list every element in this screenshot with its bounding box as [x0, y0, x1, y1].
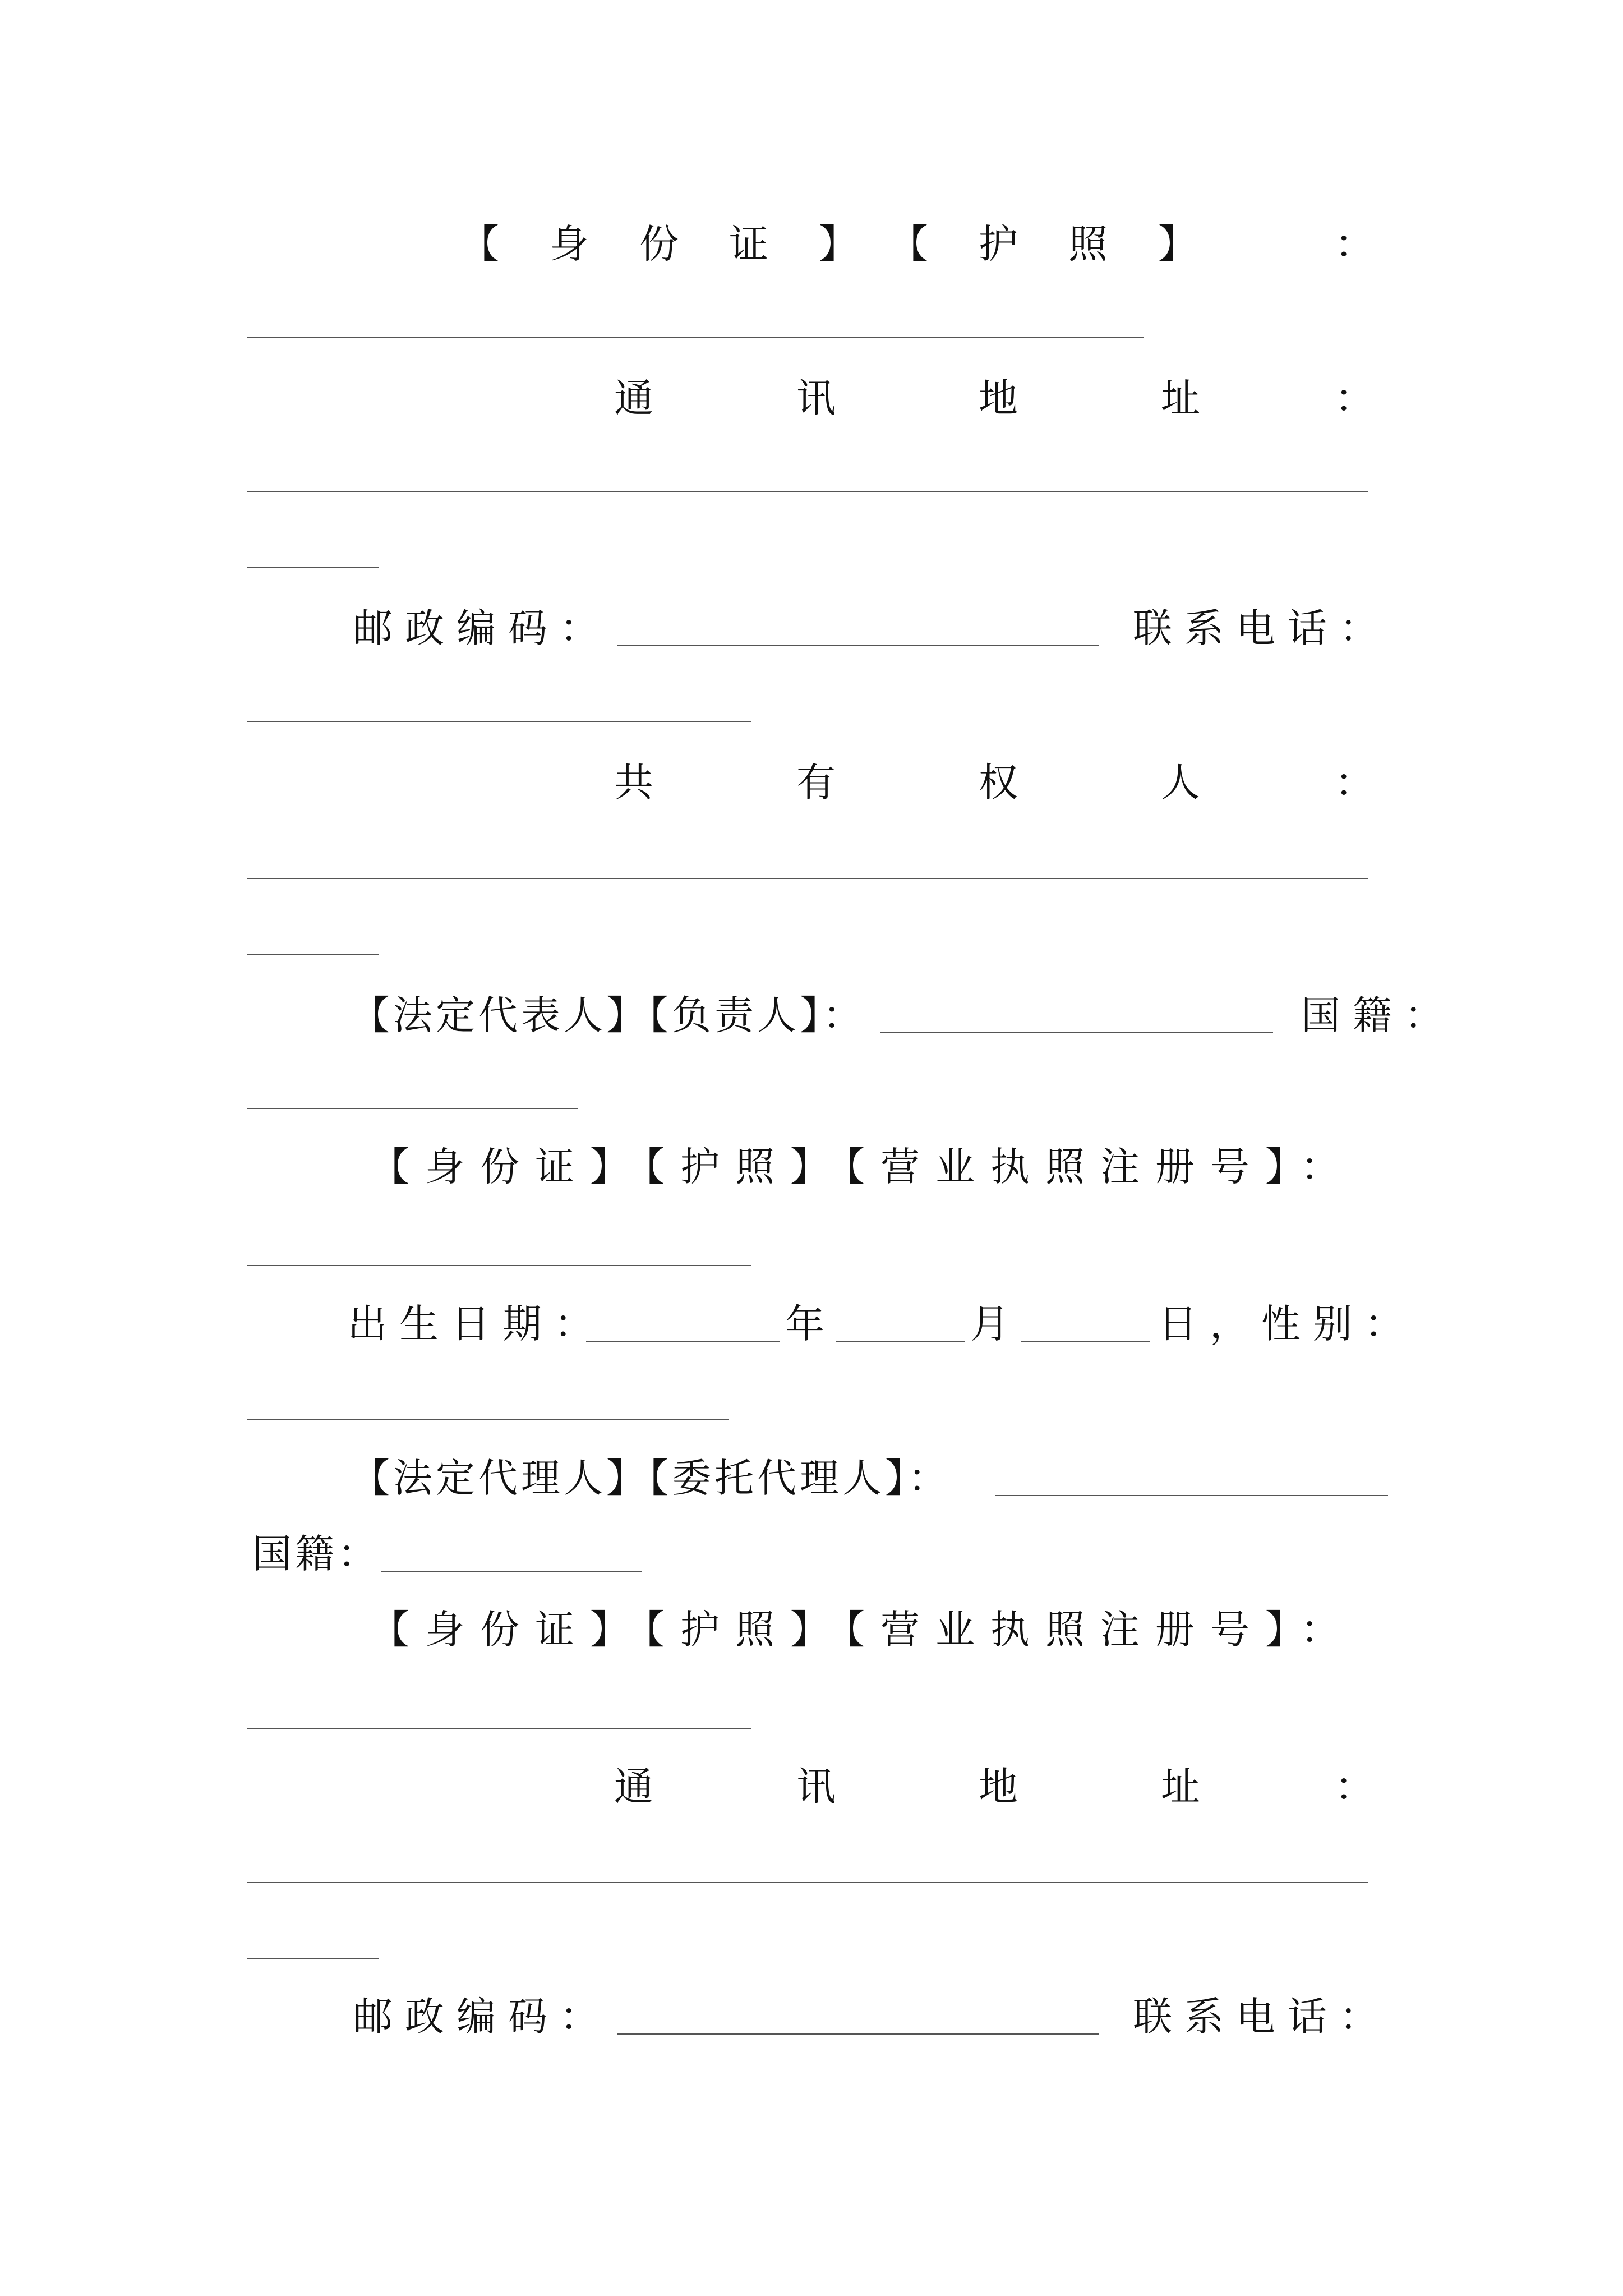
gender-blank[interactable] [247, 1419, 729, 1420]
address-char-1: 通 [614, 375, 653, 421]
agent-label: 【法定代理人】【委托代理人】： [351, 1455, 951, 1501]
agent-address-blank-1[interactable] [247, 1882, 1368, 1883]
postal-code-label: 邮政编码： [353, 605, 611, 651]
co-owner-blank-2[interactable] [247, 954, 379, 955]
year-label: 年 [785, 1301, 824, 1347]
co-owner-char-1: 共 [614, 760, 653, 806]
address-char-2: 讯 [796, 375, 836, 421]
address-colon: ： [1335, 375, 1374, 421]
agent-address-char-4: 址 [1161, 1764, 1200, 1810]
agent-address-char-3: 地 [979, 1764, 1018, 1810]
legal-rep-blank[interactable] [880, 1032, 1273, 1033]
address-char-3: 地 [979, 375, 1018, 421]
co-owner-char-4: 人 [1161, 760, 1200, 806]
agent-address-colon: ： [1335, 1764, 1374, 1810]
postal-code-blank[interactable] [617, 645, 1099, 646]
address-blank-2[interactable] [247, 567, 379, 568]
agent-postal-code-label: 邮政编码： [353, 1994, 611, 2040]
agent-address-char-1: 通 [614, 1764, 653, 1810]
address-char-4: 址 [1161, 375, 1200, 421]
agent-blank[interactable] [995, 1495, 1388, 1496]
co-owner-char-3: 权 [979, 760, 1018, 806]
nationality-label: 国籍： [1301, 992, 1456, 1038]
birth-date-label: 出生日期： [348, 1301, 606, 1347]
co-owner-blank-1[interactable] [247, 878, 1368, 879]
nationality-blank[interactable] [247, 1108, 578, 1109]
id-passport-blank[interactable] [247, 337, 1144, 338]
id-passport-label: 【身份证】【护照】 [460, 221, 1248, 267]
agent-id-label: 【身份证】【护照】【营业执照注册号】： [370, 1607, 1355, 1653]
birth-month-blank[interactable] [836, 1341, 965, 1342]
agent-postal-code-blank[interactable] [617, 2033, 1099, 2035]
agent-nationality-label: 国籍： [252, 1531, 380, 1577]
day-gender-label: 日，性别： [1158, 1301, 1416, 1347]
agent-id-blank[interactable] [247, 1728, 751, 1729]
birth-day-blank[interactable] [1021, 1341, 1150, 1342]
month-label: 月 [970, 1301, 1009, 1347]
agent-address-char-2: 讯 [796, 1764, 836, 1810]
phone-blank[interactable] [247, 721, 751, 722]
rep-id-label: 【身份证】【护照】【营业执照注册号】： [370, 1144, 1355, 1190]
id-passport-colon: ： [1335, 221, 1374, 267]
co-owner-colon: ： [1335, 760, 1374, 806]
agent-phone-label: 联系电话： [1133, 1994, 1391, 2040]
agent-nationality-blank[interactable] [381, 1571, 642, 1572]
co-owner-char-2: 有 [796, 760, 836, 806]
birth-year-blank[interactable] [586, 1341, 780, 1342]
rep-id-blank[interactable] [247, 1265, 751, 1266]
phone-label: 联系电话： [1133, 605, 1391, 651]
legal-rep-label: 【法定代表人】【负责人】： [351, 992, 865, 1038]
address-blank-1[interactable] [247, 491, 1368, 492]
agent-address-blank-2[interactable] [247, 1958, 379, 1959]
